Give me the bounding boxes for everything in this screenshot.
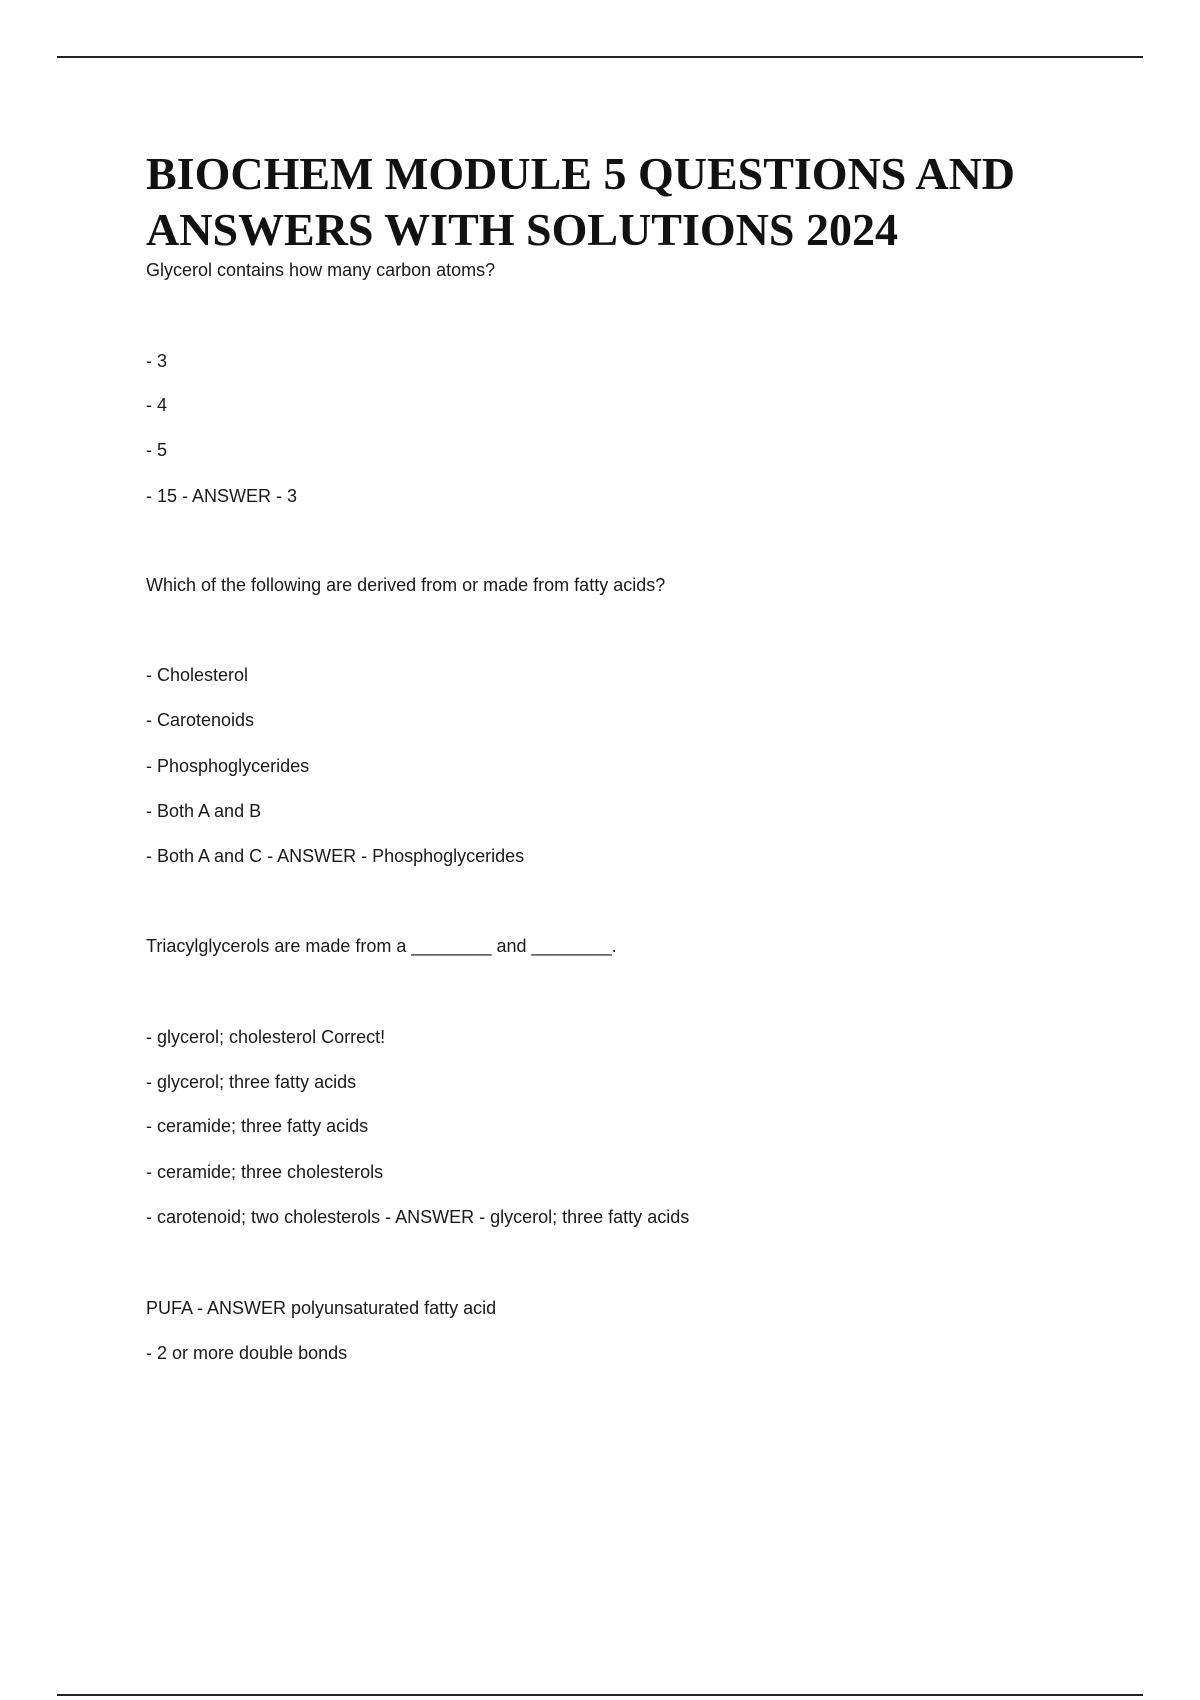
question-2-text: Which of the following are derived from or made from fatty acids?: [146, 575, 666, 595]
question-2-option-answer: - Both A and C - ANSWER - Phosphoglycerides: [146, 846, 525, 866]
question-3-option: - glycerol; three fatty acids: [146, 1072, 357, 1092]
document-title: [146, 146, 1146, 258]
title-line-2: ANSWERS WITH SOLUTIONS 2024: [146, 204, 898, 255]
question-1-option: - 5: [146, 440, 168, 460]
question-1-option: - 4: [146, 395, 168, 415]
question-1-text: Glycerol contains how many carbon atoms?: [146, 260, 496, 280]
question-3-text: Triacylglycerols are made from a ________ and ________.: [146, 936, 617, 956]
question-4-detail: - 2 or more double bonds: [146, 1343, 348, 1363]
question-3-option: - ceramide; three cholesterols: [146, 1162, 384, 1182]
title-line-1: BIOCHEM MODULE 5 QUESTIONS AND: [146, 148, 1016, 199]
question-2-option: - Carotenoids: [146, 710, 255, 730]
question-2-option: - Phosphoglycerides: [146, 756, 310, 776]
question-2-option: - Both A and B: [146, 801, 262, 821]
question-3-option-answer: - carotenoid; two cholesterols - ANSWER - glycerol; three fatty acids: [146, 1207, 690, 1227]
question-3-option: - glycerol; cholesterol Correct!: [146, 1027, 386, 1047]
question-1-option-answer: - 15 - ANSWER - 3: [146, 486, 298, 506]
question-1-option: - 3: [146, 351, 168, 371]
top-rule: [57, 56, 1143, 58]
question-2-option: - Cholesterol: [146, 665, 249, 685]
question-3-option: - ceramide; three fatty acids: [146, 1116, 369, 1136]
bottom-rule: [57, 1694, 1143, 1696]
question-4-text: PUFA - ANSWER polyunsaturated fatty acid: [146, 1298, 497, 1318]
